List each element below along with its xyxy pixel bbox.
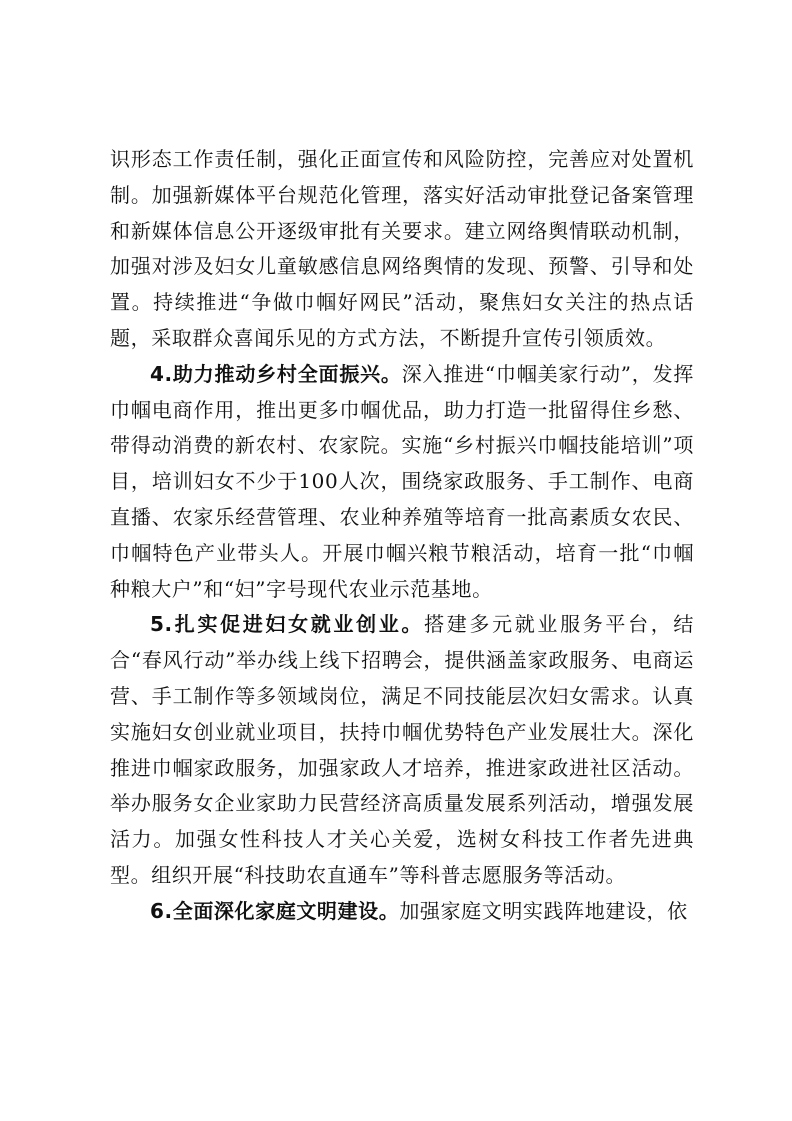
paragraph-heading: 4.助力推动乡村全面振兴。 [150,361,402,386]
paragraph-text: 加强家庭文明实践阵地建设，依 [399,898,688,923]
paragraph-rural-revitalization [110,357,694,608]
document-body [110,142,694,930]
paragraph-women-employment [110,607,694,893]
paragraph-family-civilization [110,894,694,930]
paragraph-heading: 5.扎实促进妇女就业创业。 [150,612,425,637]
paragraph-continuation [110,142,694,357]
paragraph-text: 搭建多元就业服务平台，结合“春风行动”举办线上线下招聘会，提供涵盖家政服务、电商运营、手工制作等多领域岗位，满足不同技能层次妇女需求。认真实施妇女创业就业项目，扶持巾帼优势特色产业发展壮大。深化推进巾帼家政服务，加强家政人才培养，推进家政进社区活动。举办服务女企业家助力民营经济高质量发展系列活动，增强发展活力。加强女性科技人才关心关爱，选树女科技工作者先进典型。组织开展“科技助农直通车”等科普志愿服务等活动。 [110,612,694,887]
paragraph-text: 深入推进“巾帼美家行动”，发挥巾帼电商作用，推出更多巾帼优品，助力打造一批留得住乡愁、带得动消费的新农村、农家院。实施“乡村振兴巾帼技能培训”项目，培训妇女不少于100人次，围绕家政服务、手工制作、电商直播、农家乐经营管理、农业种养殖等培育一批高素质女农民、巾帼特色产业带头人。开展巾帼兴粮节粮活动，培育一批“巾帼种粮大户”和“妇”字号现代农业示范基地。 [110,361,694,601]
paragraph-heading: 6.全面深化家庭文明建设。 [150,898,400,923]
paragraph-text: 识形态工作责任制，强化正面宣传和风险防控，完善应对处置机制。加强新媒体平台规范化管理，落实好活动审批登记备案管理和新媒体信息公开逐级审批有关要求。建立网络舆情联动机制，加强对涉及妇女儿童敏感信息网络舆情的发现、预警、引导和处置。持续推进“争做巾帼好网民”活动，聚焦妇女关注的热点话题，采取群众喜闻乐见的方式方法，不断提升宣传引领质效。 [110,147,694,350]
